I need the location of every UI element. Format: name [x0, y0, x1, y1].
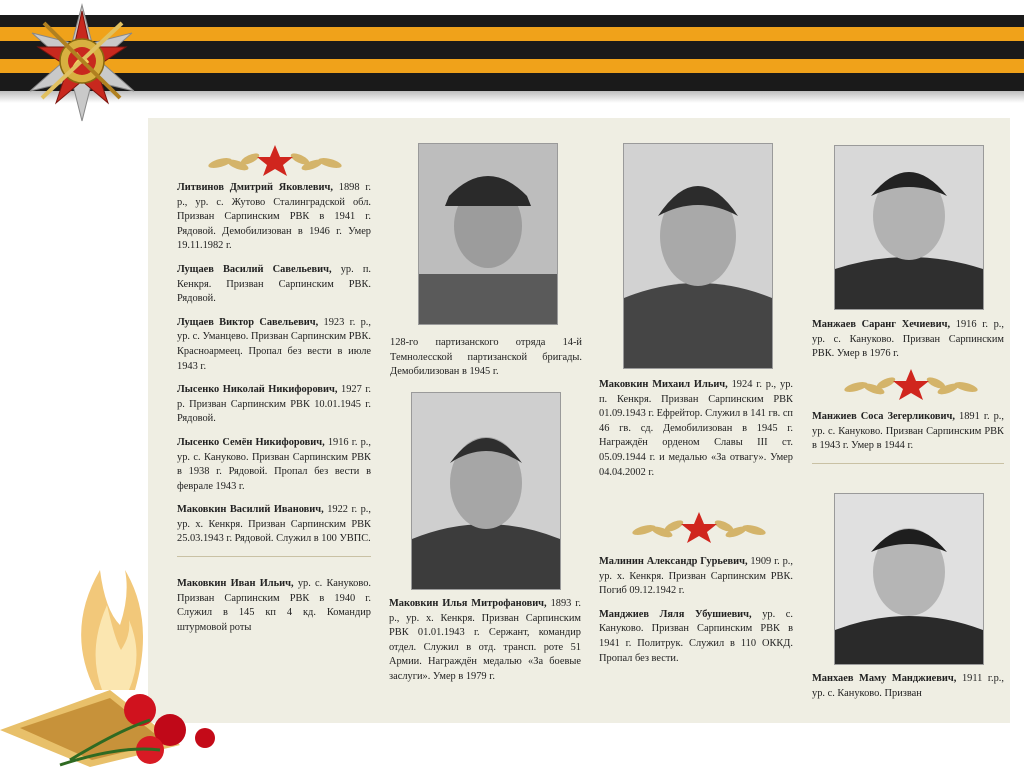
column-2-top — [390, 336, 582, 389]
st-george-ribbon — [0, 15, 1024, 103]
divider — [812, 463, 1004, 464]
column-4-mid — [812, 410, 1004, 464]
column-4-bottom — [812, 672, 1004, 710]
entry-mandzhiev: Манджиев Ляля Убушиевич, ур. с. Кануково. Призван Сарпинским РВК в 1941 г. Политрук. Служил в 110 ОККД. Пропал без вести. — [599, 608, 793, 664]
entry-malinin: Малинин Александр Гурьевич, 1909 г. р., ур. х. Кенкря. Призван Сарпинским РВК. Погиб 09.12.1942 г. — [599, 556, 794, 597]
entry-litvinov: Литвинов Дмитрий Яковлевич, 1898 г. р., ур. с. Жутово Сталинградской обл. Призван Сарпинским РВК в 1941 г. Рядовой. Демобилизован в 1946 г. Умер 19.11.1982 г. — [177, 182, 371, 252]
column-3-bottom — [599, 555, 793, 675]
laurel-star-icon — [200, 143, 350, 177]
entry-makovkin-vasiliy: Маковкин Василий Иванович, 1922 г. р., ур. х. Кенкря. Призван Сарпинским РВК 25.03.1943 г. Рядовой. Служил в 100 УВПС. — [177, 504, 372, 545]
laurel-star-icon — [624, 510, 774, 544]
entry-lushchaev-vasiliy: Лущаев Василий Савельевич, ур. п. Кенкря. Призван Сарпинским РВК. Рядовой. — [177, 263, 371, 305]
entry-makovkin-ilya: Маковкин Илья Митрофанович, 1893 г. р., ур. х. Кенкря. Призван Сарпинским РВК 01.01.1943 г. Сержант, командир отдел. Служил в отд. трансп. роте 51 Армии. Награждён медалью «За боевые заслуги». Умер в 1979 г. — [389, 598, 581, 682]
entry-manzhaev-sarang: Манжаев Саранг Хечиевич, 1916 г. р., ур. с. Кануково. Призван Сарпинским РВК. Умер в 1976 г. — [812, 319, 1005, 360]
portrait-photo — [834, 493, 984, 665]
portrait-photo — [411, 392, 561, 590]
entry-makovkin-ivan: Маковкин Иван Ильич, ур. с. Кануково. Призван Сарпинским РВК в 1940 г. Служил в 145 кп 4 кд. Командир штурмовой роты — [177, 578, 371, 633]
column-3-top — [599, 378, 793, 489]
order-of-patriotic-war-icon — [22, 3, 142, 123]
portrait-photo — [418, 143, 558, 325]
eternal-flame-icon — [0, 560, 230, 767]
entry-continuation: 128-го партизанского отряда 14-й Темнолесской партизанской бригады. Демобилизован в 1945 г. — [390, 337, 582, 378]
entry-mankhaev: Манхаев Маму Манджиевич, 1911 г.р., ур. с. Кануково. Призван — [812, 673, 1005, 699]
entry-lysenko-nikolay: Лысенко Николай Никифорович, 1927 г. р. Призван Сарпинским РВК 10.01.1945 г. Рядовой. — [177, 384, 371, 425]
laurel-star-icon — [836, 367, 986, 401]
portrait-photo — [623, 143, 773, 369]
entry-lushchaev-viktor: Лущаев Виктор Савельевич, 1923 г. р., ур. с. Уманцево. Призван Сарпинским РВК. Красноармеец. Пропал без вести в июле 1943 г. — [177, 316, 371, 372]
column-4-top — [812, 318, 1004, 371]
entry-lysenko-semen: Лысенко Семён Никифорович, 1916 г. р., ур. с. Кануково. Призван Сарпинским РВК в 1938 г. Рядовой. Пропал без вести в феврале 1943 г. — [177, 436, 371, 492]
portrait-photo — [834, 145, 984, 310]
entry-makovkin-mikhail: Маковкин Михаил Ильич, 1924 г. р., ур. п. Кенкря. Призван Сарпинским РВК 01.09.1943 г. Ефрейтор. Служил в 141 гв. сп 46 гв. сд. Демобилизован в 1945 г. Награждён орденом Славы III ст. 05.09.1944 г. и медалью «За отвагу». Умер 04.04.2002 г. — [599, 379, 793, 478]
entry-manzhiev-sosa: Манжиев Соса Зегерликович, 1891 г. р., ур. с. Кануково. Призван Сарпинским РВК в 1943 г. Умер в 1944 г. — [812, 411, 1005, 452]
column-2-bottom — [389, 597, 581, 694]
divider — [177, 556, 371, 557]
